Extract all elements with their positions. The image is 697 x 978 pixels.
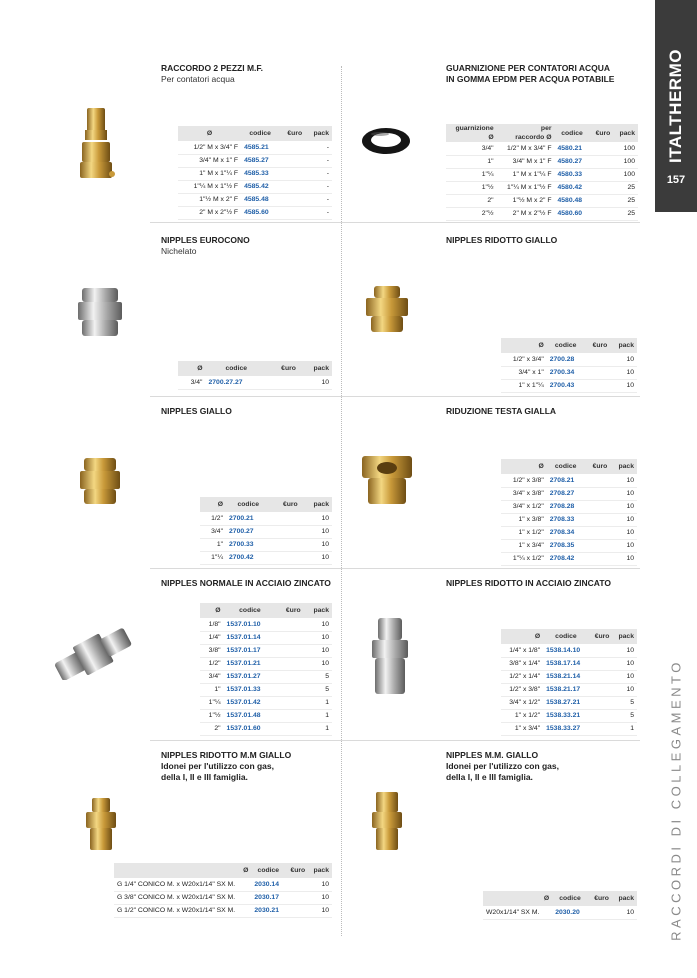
brass-gas-nipple-image <box>86 798 116 850</box>
col-pack: pack <box>301 497 332 512</box>
table-row: 3/4" 2700.27 10 <box>200 525 332 538</box>
product-title: RIDUZIONE TESTA GIALLA <box>446 406 557 416</box>
brass-reducing-nipple-image <box>366 286 408 332</box>
col-euro: €uro <box>276 603 303 618</box>
col-pack: pack <box>299 361 332 376</box>
table-row: 2" 1"½ M x 2" F 4580.48 25 <box>446 194 638 207</box>
table-row: 1"¼ 1" M x 1"¼ F 4580.33 100 <box>446 168 638 181</box>
product-subtitle: Idonei per l'utilizzo con gas, <box>161 761 275 771</box>
table-row: 1" x 3/8" 2708.33 10 <box>501 513 637 526</box>
col-raccordo: per raccordo Ø <box>497 124 555 142</box>
table-row: 1/2" M x 3/4" F 4585.21 - <box>178 141 332 154</box>
table-row: 1"½ 1537.01.48 1 <box>200 709 332 722</box>
col-pack: pack <box>304 603 332 618</box>
ridotto-mm-heading <box>161 750 291 783</box>
product-title: NIPPLES EUROCONO <box>161 235 250 245</box>
brass-reducer-image <box>362 456 412 504</box>
col-dim: Ø <box>178 361 205 376</box>
page-number: 157 <box>666 174 686 186</box>
col-codice: codice <box>205 361 267 376</box>
galvanized-reducing-nipple-image <box>370 618 410 694</box>
riduzione-heading <box>446 406 556 417</box>
sidebar <box>655 0 697 978</box>
table-row: 2" M x 2"½ F 4585.60 - <box>178 206 332 219</box>
product-subtitle: Nichelato <box>161 246 197 256</box>
table-row: 1/8" 1537.01.10 10 <box>200 618 332 631</box>
brass-mm-nipple-image <box>372 792 402 850</box>
product-title: NIPPLES RIDOTTO M.M GIALLO <box>161 750 292 760</box>
table-row: 3/4" 1/2" M x 3/4" F 4580.21 100 <box>446 142 638 155</box>
col-dim: Ø <box>501 338 547 353</box>
table-row: 1/2" x 3/8" 1538.21.17 10 <box>501 683 637 696</box>
brass-nipple-image <box>80 458 120 504</box>
brass-coupling-image <box>76 108 116 184</box>
product-subtitle: Per contatori acqua <box>161 74 235 84</box>
col-dim: Ø <box>178 126 241 141</box>
ridotto-giallo-table <box>501 338 637 393</box>
table-row: 1" x 1"¼ 2700.43 10 <box>501 379 637 392</box>
table-row: 1"¼ 1537.01.42 1 <box>200 696 332 709</box>
col-euro: €uro <box>585 338 611 353</box>
table-row: G 3/8" CONICO M. x W20x1/14" SX M. 2030.17 10 <box>114 891 332 904</box>
table-row: 1" x 1/2" 1538.33.21 5 <box>501 709 637 722</box>
nickel-nipple-image <box>78 288 122 336</box>
product-title: NIPPLES NORMALE IN ACCIAIO ZINCATO <box>161 578 331 588</box>
col-codice: codice <box>547 338 585 353</box>
col-pack: pack <box>612 629 637 644</box>
row-divider <box>150 740 640 741</box>
col-euro: €uro <box>285 863 308 878</box>
riduzione-table <box>501 459 637 566</box>
zincato-table <box>200 603 332 736</box>
table-row: 2"½ 2" M x 2"½ F 4580.60 25 <box>446 207 638 220</box>
table-row: 3/4" M x 1" F 4585.27 - <box>178 154 332 167</box>
table-row: 3/4" x 1/2" 2708.28 10 <box>501 500 637 513</box>
giallo-table <box>200 497 332 565</box>
table-row: 3/4" 2700.27.27 10 <box>178 376 332 389</box>
ridotto-mm-table <box>114 863 332 918</box>
product-title: NIPPLES RIDOTTO IN ACCIAIO ZINCATO <box>446 578 611 588</box>
table-row: 1/2" 1537.01.21 10 <box>200 657 332 670</box>
col-codice: codice <box>224 603 277 618</box>
table-row: 1"½ M x 2" F 4585.48 - <box>178 193 332 206</box>
table-row: G 1/2" CONICO M. x W20x1/14" SX M. 2030.21 10 <box>114 904 332 917</box>
table-row: 1/2" 2700.21 10 <box>200 512 332 525</box>
table-row: 1" x 3/4" 1538.33.27 1 <box>501 722 637 735</box>
eurocono-heading <box>161 235 250 257</box>
row-divider <box>150 222 640 223</box>
product-title: NIPPLES GIALLO <box>161 406 232 416</box>
col-dim: Ø <box>483 891 552 906</box>
table-row: 1/2" x 3/8" 2708.21 10 <box>501 474 637 487</box>
table-row: 1"½ 1"¼ M x 1"½ F 4580.42 25 <box>446 181 638 194</box>
ridotto-zincato-heading <box>446 578 611 589</box>
col-euro: €uro <box>589 629 613 644</box>
section-title: RACCORDI DI COLLEGAMENTO <box>668 659 684 941</box>
table-row: 1" 2700.33 10 <box>200 538 332 551</box>
col-guarnizione: guarnizione Ø <box>446 124 497 142</box>
col-euro: €uro <box>279 126 305 141</box>
brand-logo: ITALTHERMO <box>666 49 685 163</box>
table-row: W20x1/14" SX M. 2030.20 10 <box>483 906 637 919</box>
col-pack: pack <box>612 891 637 906</box>
col-codice: codice <box>555 124 590 142</box>
col-euro: €uro <box>588 891 612 906</box>
brand-box <box>655 0 697 212</box>
col-dim: Ø <box>501 459 547 474</box>
col-dim: Ø <box>501 629 543 644</box>
table-row: 3/4" x 1/2" 1538.27.21 5 <box>501 696 637 709</box>
col-codice: codice <box>552 891 588 906</box>
col-euro: €uro <box>271 497 301 512</box>
col-codice: codice <box>241 126 279 141</box>
col-dim: Ø <box>200 603 224 618</box>
col-pack: pack <box>613 124 638 142</box>
col-pack: pack <box>610 459 637 474</box>
table-row: G 1/4" CONICO M. x W20x1/14" SX M. 2030.14 10 <box>114 878 332 891</box>
col-dim: Ø <box>114 863 251 878</box>
guarnizione-heading <box>446 63 614 85</box>
product-subtitle: della I, II e III famiglia. <box>446 772 533 782</box>
zincato-heading <box>161 578 331 589</box>
col-codice: codice <box>226 497 271 512</box>
giallo-heading <box>161 406 232 417</box>
raccordo-table <box>178 126 332 220</box>
row-divider <box>150 396 640 397</box>
table-row: 3/4" x 3/8" 2708.27 10 <box>501 487 637 500</box>
eurocono-table <box>178 361 332 390</box>
table-row: 1/2" x 1/4" 1538.21.14 10 <box>501 670 637 683</box>
col-euro: €uro <box>585 459 611 474</box>
rubber-gasket-image <box>360 125 412 157</box>
table-row: 1" x 3/4" 2708.35 10 <box>501 539 637 552</box>
col-pack: pack <box>610 338 637 353</box>
table-row: 1"¼ M x 1"½ F 4585.42 - <box>178 180 332 193</box>
table-row: 1"¼ 2700.42 10 <box>200 551 332 564</box>
col-codice: codice <box>543 629 589 644</box>
mm-giallo-table <box>483 891 637 920</box>
product-title: NIPPLES RIDOTTO GIALLO <box>446 235 558 245</box>
product-title: IN GOMMA EPDM PER ACQUA POTABILE <box>446 74 615 84</box>
col-codice: codice <box>251 863 285 878</box>
col-pack: pack <box>305 126 332 141</box>
col-euro: €uro <box>590 124 614 142</box>
table-row: 3/4" x 1" 2700.34 10 <box>501 366 637 379</box>
table-row: 3/8" x 1/4" 1538.17.14 10 <box>501 657 637 670</box>
table-row: 1" 1537.01.33 5 <box>200 683 332 696</box>
product-title: RACCORDO 2 PEZZI M.F. <box>161 63 264 73</box>
table-row: 3/8" 1537.01.17 10 <box>200 644 332 657</box>
guarnizione-table <box>446 124 638 221</box>
mm-giallo-heading <box>446 750 559 783</box>
ridotto-giallo-heading <box>446 235 557 246</box>
col-pack: pack <box>308 863 332 878</box>
ridotto-zincato-table <box>501 629 637 736</box>
table-row: 1"¼ x 1/2" 2708.42 10 <box>501 552 637 565</box>
product-subtitle: della I, II e III famiglia. <box>161 772 248 782</box>
galvanized-nipple-image <box>48 628 140 680</box>
raccordo-heading <box>161 63 263 85</box>
table-row: 1/4" x 1/8" 1538.14.10 10 <box>501 644 637 657</box>
table-row: 1" M x 1"¼ F 4585.33 - <box>178 167 332 180</box>
product-title: GUARNIZIONE PER CONTATORI ACQUA <box>446 63 611 73</box>
table-row: 1" x 1/2" 2708.34 10 <box>501 526 637 539</box>
table-row: 1/2" x 3/4" 2700.28 10 <box>501 353 637 366</box>
table-row: 1/4" 1537.01.14 10 <box>200 631 332 644</box>
table-row: 2" 1537.01.60 1 <box>200 722 332 735</box>
col-euro: €uro <box>267 361 299 376</box>
table-row: 3/4" 1537.01.27 5 <box>200 670 332 683</box>
col-dim: Ø <box>200 497 226 512</box>
product-title: NIPPLES M.M. GIALLO <box>446 750 539 760</box>
table-row: 1" 3/4" M x 1" F 4580.27 100 <box>446 155 638 168</box>
row-divider <box>150 568 640 569</box>
product-subtitle: Idonei per l'utilizzo con gas, <box>446 761 560 771</box>
column-divider <box>341 66 342 936</box>
col-codice: codice <box>547 459 585 474</box>
